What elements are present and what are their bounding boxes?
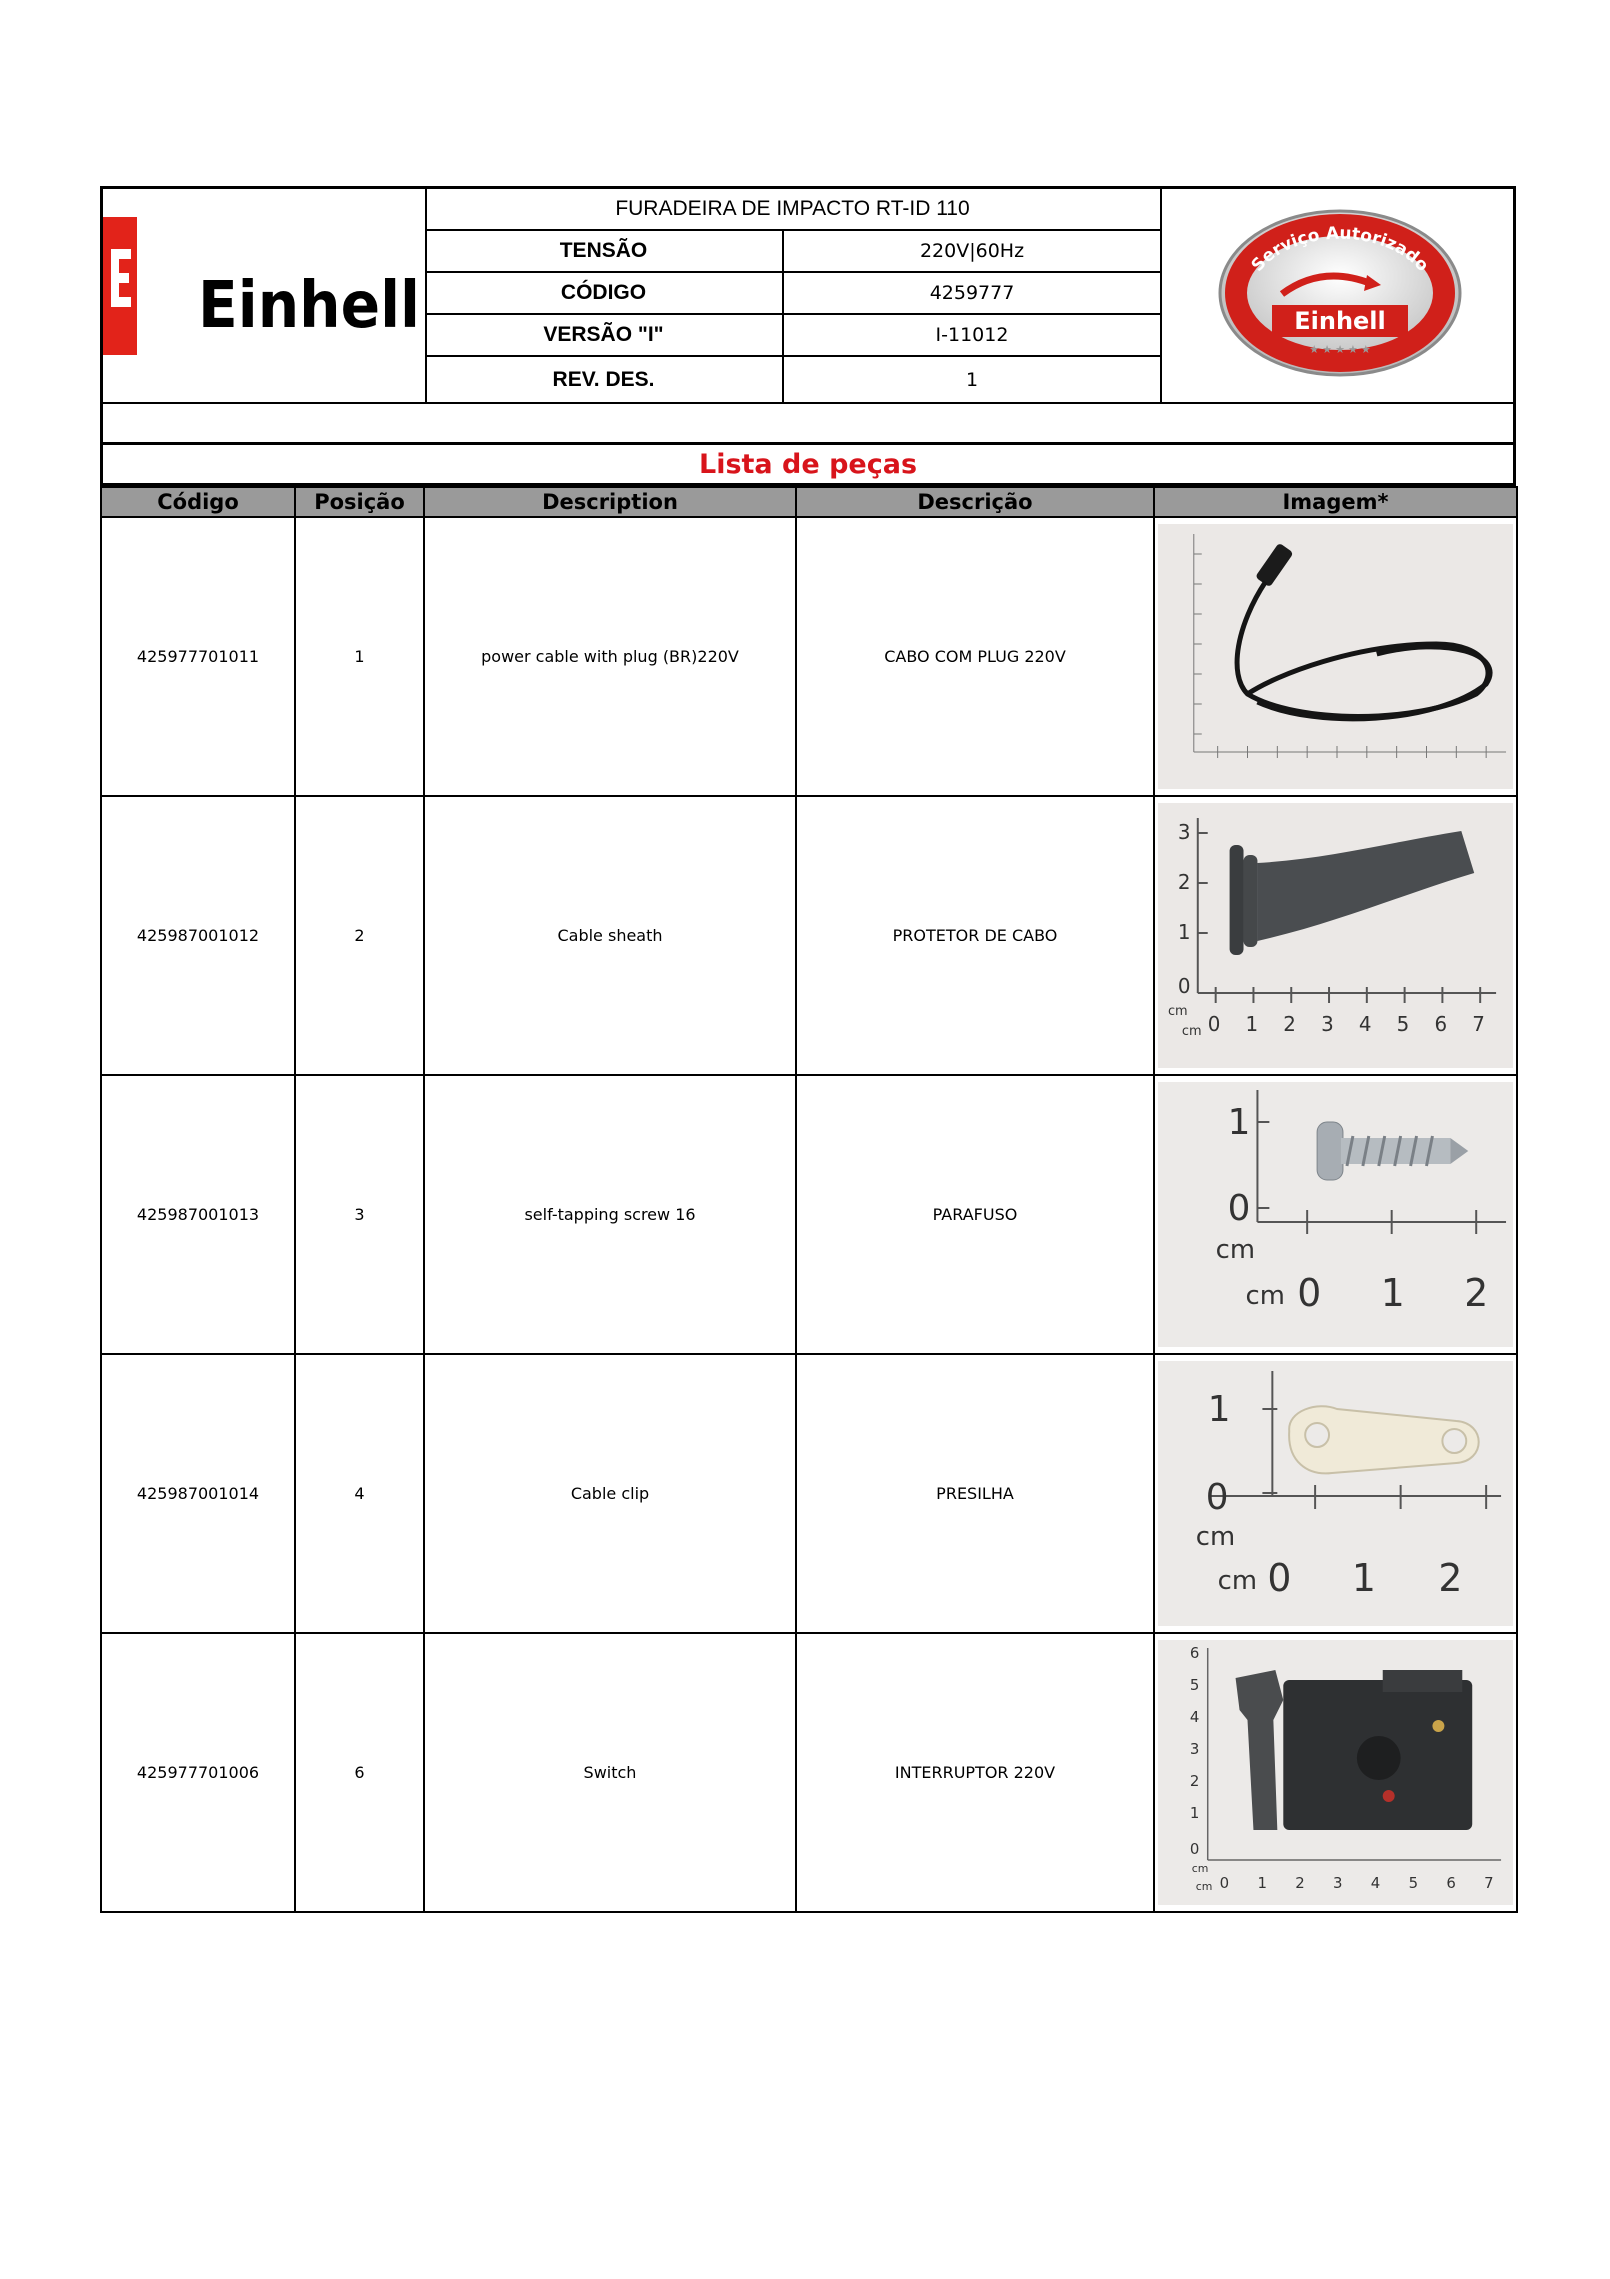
part-description: self-tapping screw 16 bbox=[424, 1075, 796, 1354]
header-value: 1 bbox=[965, 368, 979, 391]
svg-text:2: 2 bbox=[1283, 1011, 1296, 1037]
svg-text:4: 4 bbox=[1358, 1011, 1372, 1037]
power-cable-photo bbox=[1158, 524, 1513, 789]
header-label: REV. DES. bbox=[425, 357, 784, 402]
table-row bbox=[101, 796, 1517, 1075]
svg-text:cm: cm bbox=[1195, 1521, 1236, 1553]
part-code: 425977701006 bbox=[101, 1633, 295, 1912]
header-label: CÓDIGO bbox=[425, 273, 784, 313]
part-code: 425987001014 bbox=[101, 1354, 295, 1633]
svg-text:6: 6 bbox=[1446, 1873, 1456, 1893]
part-description: power cable with plug (BR)220V bbox=[424, 517, 796, 796]
header-label: TENSÃO bbox=[425, 231, 784, 271]
svg-text:3: 3 bbox=[1321, 1011, 1334, 1037]
part-description: Cable clip bbox=[424, 1354, 796, 1633]
svg-text:3: 3 bbox=[1333, 1873, 1343, 1893]
svg-text:2: 2 bbox=[1295, 1873, 1305, 1893]
svg-text:0: 0 bbox=[1205, 1476, 1229, 1519]
part-position: 4 bbox=[295, 1354, 424, 1633]
part-description: Switch bbox=[424, 1633, 796, 1912]
header-value: I-11012 bbox=[935, 324, 1009, 346]
svg-text:1: 1 bbox=[1351, 1555, 1376, 1601]
svg-text:2: 2 bbox=[1177, 869, 1191, 895]
svg-text:cm: cm bbox=[1195, 1879, 1213, 1894]
header-value: 4259777 bbox=[929, 282, 1015, 304]
brand-logo-text: Einhell bbox=[198, 269, 420, 343]
svg-text:1: 1 bbox=[1245, 1011, 1259, 1037]
svg-text:0: 0 bbox=[1207, 1011, 1221, 1037]
parts-table bbox=[100, 486, 1518, 1913]
svg-text:0: 0 bbox=[1189, 1839, 1200, 1859]
svg-text:2: 2 bbox=[1438, 1555, 1463, 1601]
header-label: VERSÃO "I" bbox=[425, 315, 784, 355]
header-row-versao bbox=[425, 315, 1160, 357]
svg-text:7: 7 bbox=[1484, 1873, 1494, 1893]
svg-text:2: 2 bbox=[1464, 1270, 1489, 1316]
column-header-codigo: Código bbox=[101, 487, 295, 517]
svg-text:cm: cm bbox=[1217, 1565, 1258, 1597]
document-title: FURADEIRA DE IMPACTO RT-ID 110 bbox=[425, 189, 1160, 231]
svg-text:7: 7 bbox=[1472, 1011, 1485, 1037]
header-divider bbox=[103, 402, 1513, 404]
header-info bbox=[425, 189, 1160, 402]
svg-text:1: 1 bbox=[1257, 1873, 1267, 1893]
part-position: 6 bbox=[295, 1633, 424, 1912]
table-row bbox=[101, 1354, 1517, 1633]
svg-text:1: 1 bbox=[1380, 1270, 1405, 1316]
svg-text:1: 1 bbox=[1207, 1388, 1231, 1431]
svg-text:cm: cm bbox=[1215, 1234, 1256, 1266]
screw-photo bbox=[1158, 1082, 1513, 1347]
svg-text:3: 3 bbox=[1189, 1739, 1200, 1759]
column-header-posicao: Posição bbox=[295, 487, 424, 517]
header-value: 220V|60Hz bbox=[919, 240, 1025, 262]
authorized-service-badge bbox=[1160, 189, 1513, 402]
table-header-row bbox=[101, 487, 1517, 517]
badge-top-text: Serviço Autorizado bbox=[1247, 223, 1433, 276]
svg-text:cm: cm bbox=[1191, 1861, 1209, 1876]
part-position: 1 bbox=[295, 517, 424, 796]
svg-text:2: 2 bbox=[1189, 1771, 1200, 1791]
svg-text:3: 3 bbox=[1177, 819, 1191, 845]
document-header bbox=[100, 186, 1516, 442]
table-row bbox=[101, 1075, 1517, 1354]
svg-text:4: 4 bbox=[1370, 1873, 1381, 1893]
part-position: 3 bbox=[295, 1075, 424, 1354]
part-descricao: CABO COM PLUG 220V bbox=[796, 517, 1154, 796]
part-descricao: PRESILHA bbox=[796, 1354, 1154, 1633]
part-code: 425977701011 bbox=[101, 517, 295, 796]
part-image-cell bbox=[1154, 1633, 1517, 1912]
svg-text:cm: cm bbox=[1245, 1280, 1285, 1312]
badge-brand-text: Einhell bbox=[1294, 307, 1386, 335]
svg-text:5: 5 bbox=[1396, 1011, 1410, 1037]
header-row-rev bbox=[425, 357, 1160, 402]
svg-text:0: 0 bbox=[1267, 1555, 1292, 1601]
part-image-cell bbox=[1154, 1075, 1517, 1354]
svg-text:0: 0 bbox=[1297, 1270, 1322, 1316]
cable-clip-photo bbox=[1158, 1361, 1513, 1626]
column-header-descricao: Descrição bbox=[796, 487, 1154, 517]
part-descricao: INTERRUPTOR 220V bbox=[796, 1633, 1154, 1912]
svg-text:0: 0 bbox=[1227, 1187, 1251, 1230]
column-header-imagem: Imagem* bbox=[1154, 487, 1517, 517]
svg-text:cm: cm bbox=[1181, 1023, 1202, 1040]
cable-sheath-photo bbox=[1158, 803, 1513, 1068]
svg-text:0: 0 bbox=[1177, 973, 1191, 999]
section-title: Lista de peças bbox=[100, 442, 1516, 486]
svg-text:5: 5 bbox=[1408, 1873, 1419, 1893]
table-row bbox=[101, 1633, 1517, 1912]
part-descricao: PARAFUSO bbox=[796, 1075, 1154, 1354]
part-code: 425987001012 bbox=[101, 796, 295, 1075]
part-code: 425987001013 bbox=[101, 1075, 295, 1354]
switch-photo bbox=[1158, 1640, 1513, 1905]
brand-logo bbox=[103, 189, 427, 402]
column-header-description: Description bbox=[424, 487, 796, 517]
part-image-cell bbox=[1154, 1354, 1517, 1633]
svg-text:1: 1 bbox=[1227, 1101, 1251, 1144]
table-row bbox=[101, 517, 1517, 796]
svg-text:1: 1 bbox=[1189, 1803, 1200, 1823]
svg-text:5: 5 bbox=[1189, 1675, 1200, 1695]
part-position: 2 bbox=[295, 796, 424, 1075]
header-row-tensao bbox=[425, 231, 1160, 273]
part-description: Cable sheath bbox=[424, 796, 796, 1075]
svg-text:cm: cm bbox=[1167, 1003, 1188, 1020]
svg-text:★ ★ ★ ★ ★: ★ ★ ★ ★ ★ bbox=[1309, 344, 1371, 356]
parts-list-sheet bbox=[100, 186, 1516, 1913]
part-image-cell bbox=[1154, 517, 1517, 796]
svg-text:4: 4 bbox=[1189, 1707, 1200, 1727]
header-row-codigo bbox=[425, 273, 1160, 315]
part-descricao: PROTETOR DE CABO bbox=[796, 796, 1154, 1075]
svg-text:0: 0 bbox=[1219, 1873, 1230, 1893]
part-image-cell bbox=[1154, 796, 1517, 1075]
svg-text:6: 6 bbox=[1189, 1643, 1200, 1663]
svg-text:6: 6 bbox=[1434, 1011, 1448, 1037]
svg-text:1: 1 bbox=[1177, 919, 1191, 945]
